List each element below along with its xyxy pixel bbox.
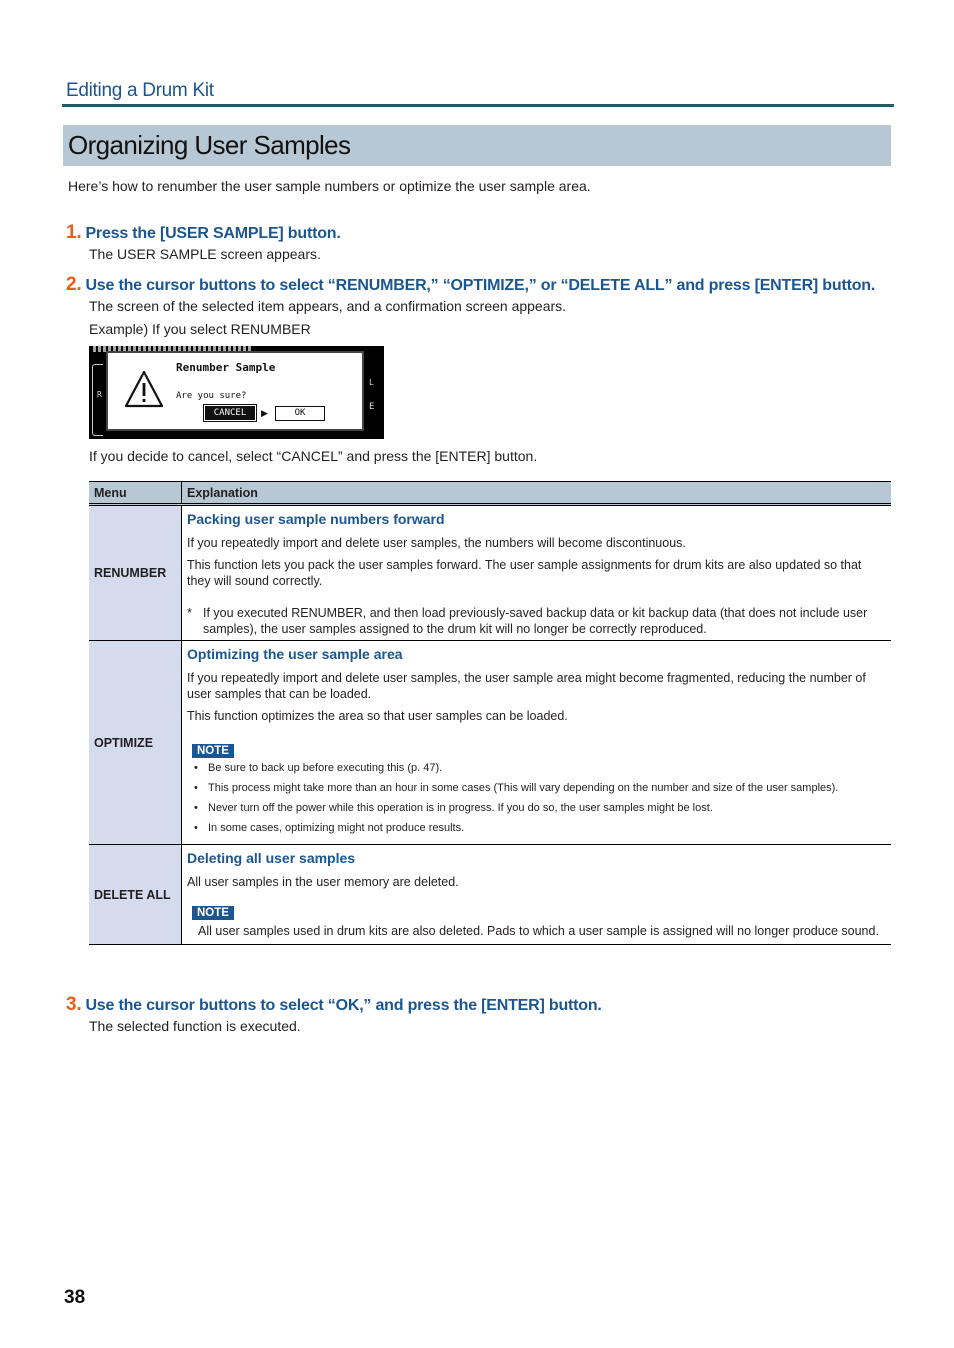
row-heading: Deleting all user samples xyxy=(187,850,356,866)
row-heading: Optimizing the user sample area xyxy=(187,646,403,662)
explanation-cell xyxy=(182,505,892,641)
step-1 xyxy=(66,222,341,244)
dialog-title: Renumber Sample xyxy=(176,361,276,374)
step-text: Use the cursor buttons to select “RENUMBER,” “OPTIMIZE,” or “DELETE ALL” and press [ENTER] button. xyxy=(85,277,876,294)
menu-cell-delete-all: DELETE ALL xyxy=(89,845,182,945)
step-2-example: Example) If you select RENUMBER xyxy=(89,321,311,337)
footnote-text: If you executed RENUMBER, and then load previously-saved backup data or kit backup data (that does not include user samples), the user samples assigned to the drum kit will no longer be correctly reproduced. xyxy=(203,606,868,636)
chapter-title: Editing a Drum Kit xyxy=(66,80,214,101)
cursor-arrow-icon: ▶ xyxy=(261,408,268,418)
step-text: Press the [USER SAMPLE] button. xyxy=(85,225,341,242)
step-number: 1. xyxy=(66,222,82,243)
screen-side-letter: L xyxy=(369,378,374,387)
footnote xyxy=(187,605,886,637)
list-item: • Never turn off the power while this operation is in progress. If you do so, the user samples might be lost. xyxy=(208,801,886,816)
intro-text: Here’s how to renumber the user sample numbers or optimize the user sample area. xyxy=(68,178,591,194)
explanation-cell xyxy=(182,845,892,945)
row-heading: Packing user sample numbers forward xyxy=(187,511,445,527)
step-3 xyxy=(66,994,602,1016)
step-2-desc: The screen of the selected item appears, and a confirmation screen appears. xyxy=(89,298,567,314)
screen-side-frame xyxy=(92,364,103,436)
step-2 xyxy=(66,274,875,296)
row-paragraph: If you repeatedly import and delete user samples, the user sample area might become fragmented, reducing the number of user samples that can be loaded. xyxy=(187,671,866,701)
row-paragraph: This function lets you pack the user samples forward. The user sample assignments for drum kits are also updated so that they will sound correctly. xyxy=(187,558,862,588)
note-badge: NOTE xyxy=(192,744,234,758)
table-row xyxy=(89,505,891,641)
step-number: 2. xyxy=(66,274,82,295)
list-item: • Be sure to back up before executing this (p. 47). xyxy=(208,761,886,776)
explanation-cell xyxy=(182,641,892,845)
header-rule xyxy=(62,104,894,107)
menu-cell-optimize: OPTIMIZE xyxy=(89,641,182,845)
note-list xyxy=(187,761,886,836)
column-header-explanation: Explanation xyxy=(182,482,892,505)
table-header-row xyxy=(89,482,891,505)
cancel-button[interactable]: CANCEL xyxy=(205,406,255,420)
device-screen-image xyxy=(89,346,384,439)
page-title: Organizing User Samples xyxy=(68,130,351,160)
row-paragraph: This function optimizes the area so that user samples can be loaded. xyxy=(187,709,568,723)
column-header-menu: Menu xyxy=(89,482,182,505)
step-3-desc: The selected function is executed. xyxy=(89,1018,301,1034)
step-text: Use the cursor buttons to select “OK,” and press the [ENTER] button. xyxy=(85,997,602,1014)
list-item: • This process might take more than an hour in some cases (This will vary depending on the number and size of the user samples). xyxy=(208,781,886,796)
dialog-message: Are you sure? xyxy=(176,391,247,401)
step-number: 3. xyxy=(66,994,82,1015)
list-item: • In some cases, optimizing might not produce results. xyxy=(208,821,886,836)
row-paragraph: If you repeatedly import and delete user samples, the numbers will become discontinuous. xyxy=(187,536,686,550)
asterisk-mark: * xyxy=(187,606,192,620)
cancel-instruction: If you decide to cancel, select “CANCEL” and press the [ENTER] button. xyxy=(89,448,538,464)
screen-side-letter: R xyxy=(97,390,102,399)
ok-button[interactable]: OK xyxy=(275,406,325,421)
note-text: All user samples used in drum kits are also deleted. Pads to which a user sample is assigned will no longer produce sound. xyxy=(198,924,879,938)
screen-side-letter: E xyxy=(369,402,375,412)
row-paragraph: All user samples in the user memory are deleted. xyxy=(187,875,459,889)
table-row xyxy=(89,845,891,945)
menu-cell-renumber: RENUMBER xyxy=(89,505,182,641)
warning-icon xyxy=(124,369,164,409)
page-number: 38 xyxy=(64,1287,86,1308)
step-1-desc: The USER SAMPLE screen appears. xyxy=(89,246,321,262)
menu-table xyxy=(89,481,891,945)
note-badge: NOTE xyxy=(192,906,234,920)
table-row xyxy=(89,641,891,845)
